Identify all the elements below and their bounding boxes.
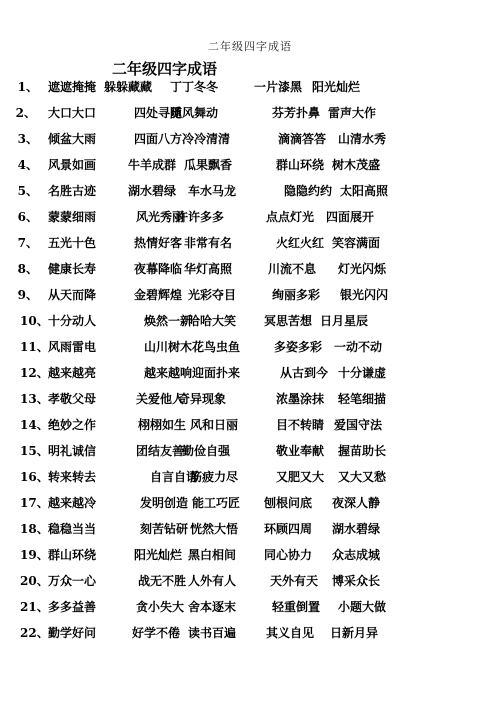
idiom-text: 稳稳当当 <box>48 522 97 536</box>
idiom-text: 同心协力 <box>264 548 313 562</box>
idiom-text: 华灯高照 <box>184 262 233 276</box>
idiom-text: 太阳高照 <box>340 184 389 198</box>
idiom-row <box>0 366 500 392</box>
idiom-row <box>0 444 500 470</box>
idiom-text: 芬芳扑鼻 <box>272 106 321 120</box>
idiom-text: 刨根问底 <box>264 496 313 510</box>
idiom-text: 一动不动 <box>334 340 383 354</box>
idiom-text: 风和日丽 <box>190 418 239 432</box>
idiom-text: 点点灯光 <box>266 210 315 224</box>
idiom-text: 转来转去 <box>48 470 97 484</box>
idiom-text: 天外有天 <box>270 574 319 588</box>
idiom-text: 轻重倒置 <box>272 600 321 614</box>
row-number: 5、 <box>17 184 38 198</box>
idiom-text: 银光闪闪 <box>340 288 389 302</box>
idiom-text: 多姿多彩 <box>274 340 323 354</box>
idiom-row <box>0 262 500 288</box>
idiom-text: 绝妙之作 <box>48 418 97 432</box>
idiom-text: 又肥又大 <box>276 470 325 484</box>
idiom-text: 车水马龙 <box>188 184 237 198</box>
idiom-text: 越来越响 <box>144 366 193 380</box>
idiom-text: 舍本逐末 <box>188 600 237 614</box>
idiom-row <box>0 80 500 106</box>
idiom-text: 哈哈大笑 <box>188 314 237 328</box>
idiom-text: 环顾四周 <box>264 522 313 536</box>
row-number: 19、 <box>20 548 49 562</box>
idiom-text: 迎面扑来 <box>192 366 241 380</box>
idiom-text: 山清水秀 <box>338 132 387 146</box>
idiom-text: 从古到今 <box>280 366 329 380</box>
idiom-text: 博采众长 <box>332 574 381 588</box>
idiom-text: 日新月异 <box>330 626 379 640</box>
idiom-text: 焕然一新 <box>144 314 193 328</box>
idiom-text: 随风舞动 <box>170 106 219 120</box>
idiom-text: 瓜果飘香 <box>184 158 233 172</box>
idiom-text: 群山环绕 <box>48 548 97 562</box>
idiom-text: 发明创造 <box>140 496 189 510</box>
idiom-text: 绚丽多彩 <box>272 288 321 302</box>
idiom-text: 奇异现象 <box>178 392 227 406</box>
idiom-row <box>0 340 500 366</box>
idiom-text: 万众一心 <box>48 574 97 588</box>
idiom-row <box>0 132 500 158</box>
idiom-text: 树木茂盛 <box>332 158 381 172</box>
idiom-text: 非常有名 <box>184 236 233 250</box>
idiom-row <box>0 522 500 548</box>
row-number: 22、 <box>20 626 49 640</box>
idiom-text: 冷冷清清 <box>182 132 231 146</box>
row-number: 1、 <box>17 80 38 94</box>
idiom-text: 倾盆大雨 <box>48 132 97 146</box>
idiom-text: 关爱他人 <box>136 392 185 406</box>
row-number: 9、 <box>17 288 38 302</box>
idiom-text: 轻笔细描 <box>338 392 387 406</box>
idiom-text: 读书百遍 <box>188 626 237 640</box>
row-number: 10、 <box>20 314 49 328</box>
idiom-text: 黑白相间 <box>188 548 237 562</box>
idiom-text: 夜幕降临 <box>134 262 183 276</box>
idiom-text: 阳光灿烂 <box>134 548 183 562</box>
page-title: 二年级四字成语 <box>112 60 218 78</box>
idiom-text: 夜深人静 <box>332 496 381 510</box>
idiom-text: 大口大口 <box>48 106 97 120</box>
idiom-text: 冥思苦想 <box>264 314 313 328</box>
idiom-text: 蒙蒙细雨 <box>48 210 97 224</box>
row-number: 13、 <box>20 392 49 406</box>
idiom-text: 许许多多 <box>176 210 225 224</box>
idiom-text: 战无不胜 <box>138 574 187 588</box>
idiom-text: 一片漆黑 <box>254 80 303 94</box>
idiom-text: 四面展开 <box>326 210 375 224</box>
row-number: 4、 <box>17 158 38 172</box>
idiom-text: 栩栩如生 <box>138 418 187 432</box>
row-number: 17、 <box>20 496 49 510</box>
row-number: 2、 <box>15 106 36 120</box>
idiom-row <box>0 548 500 574</box>
idiom-text: 光彩夺目 <box>188 288 237 302</box>
row-number: 14、 <box>20 418 49 432</box>
row-number: 7、 <box>17 236 38 250</box>
row-number: 3、 <box>17 132 38 146</box>
row-number: 12、 <box>20 366 49 380</box>
row-number: 15、 <box>20 444 49 458</box>
row-number: 11、 <box>20 340 49 354</box>
idiom-row <box>0 236 500 262</box>
idiom-row <box>0 288 500 314</box>
idiom-text: 从天而降 <box>48 288 97 302</box>
idiom-text: 爱国守法 <box>334 418 383 432</box>
idiom-text: 明礼诚信 <box>48 444 97 458</box>
idiom-text: 孝敬父母 <box>48 392 97 406</box>
idiom-text: 热情好客 <box>134 236 183 250</box>
idiom-row <box>0 314 500 340</box>
idiom-text: 恍然大悟 <box>190 522 239 536</box>
idiom-row <box>0 158 500 184</box>
idiom-text: 湖水碧绿 <box>128 184 177 198</box>
idiom-text: 笑容满面 <box>332 236 381 250</box>
idiom-text: 群山环绕 <box>276 158 325 172</box>
row-number: 8、 <box>17 262 38 276</box>
idiom-text: 湖水碧绿 <box>332 522 381 536</box>
idiom-list <box>0 80 500 652</box>
idiom-text: 四面八方 <box>134 132 183 146</box>
idiom-row <box>0 184 500 210</box>
idiom-row <box>0 470 500 496</box>
idiom-row <box>0 574 500 600</box>
idiom-text: 越来越冷 <box>48 496 97 510</box>
idiom-text: 十分动人 <box>48 314 97 328</box>
idiom-text: 遮遮掩掩 <box>48 80 97 94</box>
idiom-text: 又大又愁 <box>338 470 387 484</box>
idiom-text: 能工巧匠 <box>192 496 241 510</box>
idiom-text: 牛羊成群 <box>128 158 177 172</box>
idiom-row <box>0 496 500 522</box>
page-header: 二年级四字成语 <box>208 40 292 53</box>
idiom-text: 小题大做 <box>338 600 387 614</box>
idiom-row <box>0 626 500 652</box>
idiom-row <box>0 418 500 444</box>
idiom-text: 滴滴答答 <box>278 132 327 146</box>
idiom-row <box>0 600 500 626</box>
idiom-text: 五光十色 <box>48 236 97 250</box>
idiom-text: 众志成城 <box>332 548 381 562</box>
idiom-text: 团结友善 <box>136 444 185 458</box>
idiom-text: 名胜古迹 <box>48 184 97 198</box>
idiom-text: 日月星辰 <box>320 314 369 328</box>
idiom-text: 金碧辉煌 <box>134 288 183 302</box>
idiom-text: 健康长寿 <box>48 262 97 276</box>
idiom-text: 自言自语 <box>150 470 199 484</box>
idiom-text: 山川树木 <box>144 340 193 354</box>
idiom-text: 越来越亮 <box>48 366 97 380</box>
idiom-text: 敬业奉献 <box>276 444 325 458</box>
idiom-text: 多多益善 <box>48 600 97 614</box>
row-number: 21、 <box>20 600 49 614</box>
row-number: 6、 <box>17 210 38 224</box>
idiom-text: 隐隐约约 <box>284 184 333 198</box>
idiom-text: 风雨雷电 <box>48 340 97 354</box>
idiom-text: 好学不倦 <box>132 626 181 640</box>
idiom-text: 其义自见 <box>266 626 315 640</box>
idiom-text: 躲躲藏藏 <box>104 80 153 94</box>
idiom-text: 贪小失大 <box>136 600 185 614</box>
idiom-text: 目不转睛 <box>276 418 325 432</box>
row-number: 16、 <box>20 470 49 484</box>
idiom-text: 十分谦虚 <box>338 366 387 380</box>
idiom-text: 刻苦钻研 <box>140 522 189 536</box>
idiom-text: 风光秀丽 <box>136 210 185 224</box>
idiom-text: 勤俭自强 <box>182 444 231 458</box>
idiom-text: 阳光灿烂 <box>312 80 361 94</box>
idiom-text: 浓墨涂抹 <box>276 392 325 406</box>
idiom-text: 四处寻觅 <box>134 106 183 120</box>
idiom-text: 丁丁冬冬 <box>170 80 219 94</box>
idiom-text: 筋疲力尽 <box>190 470 239 484</box>
idiom-row <box>0 106 500 132</box>
idiom-text: 花鸟虫鱼 <box>192 340 241 354</box>
idiom-row <box>0 210 500 236</box>
idiom-text: 雷声大作 <box>328 106 377 120</box>
idiom-text: 勤学好问 <box>48 626 97 640</box>
idiom-text: 风景如画 <box>48 158 97 172</box>
row-number: 20、 <box>20 574 49 588</box>
idiom-text: 火红火红 <box>276 236 325 250</box>
idiom-text: 灯光闪烁 <box>338 262 387 276</box>
idiom-text: 握苗助长 <box>338 444 387 458</box>
idiom-text: 川流不息 <box>268 262 317 276</box>
idiom-row <box>0 392 500 418</box>
idiom-text: 人外有人 <box>188 574 237 588</box>
row-number: 18、 <box>20 522 49 536</box>
